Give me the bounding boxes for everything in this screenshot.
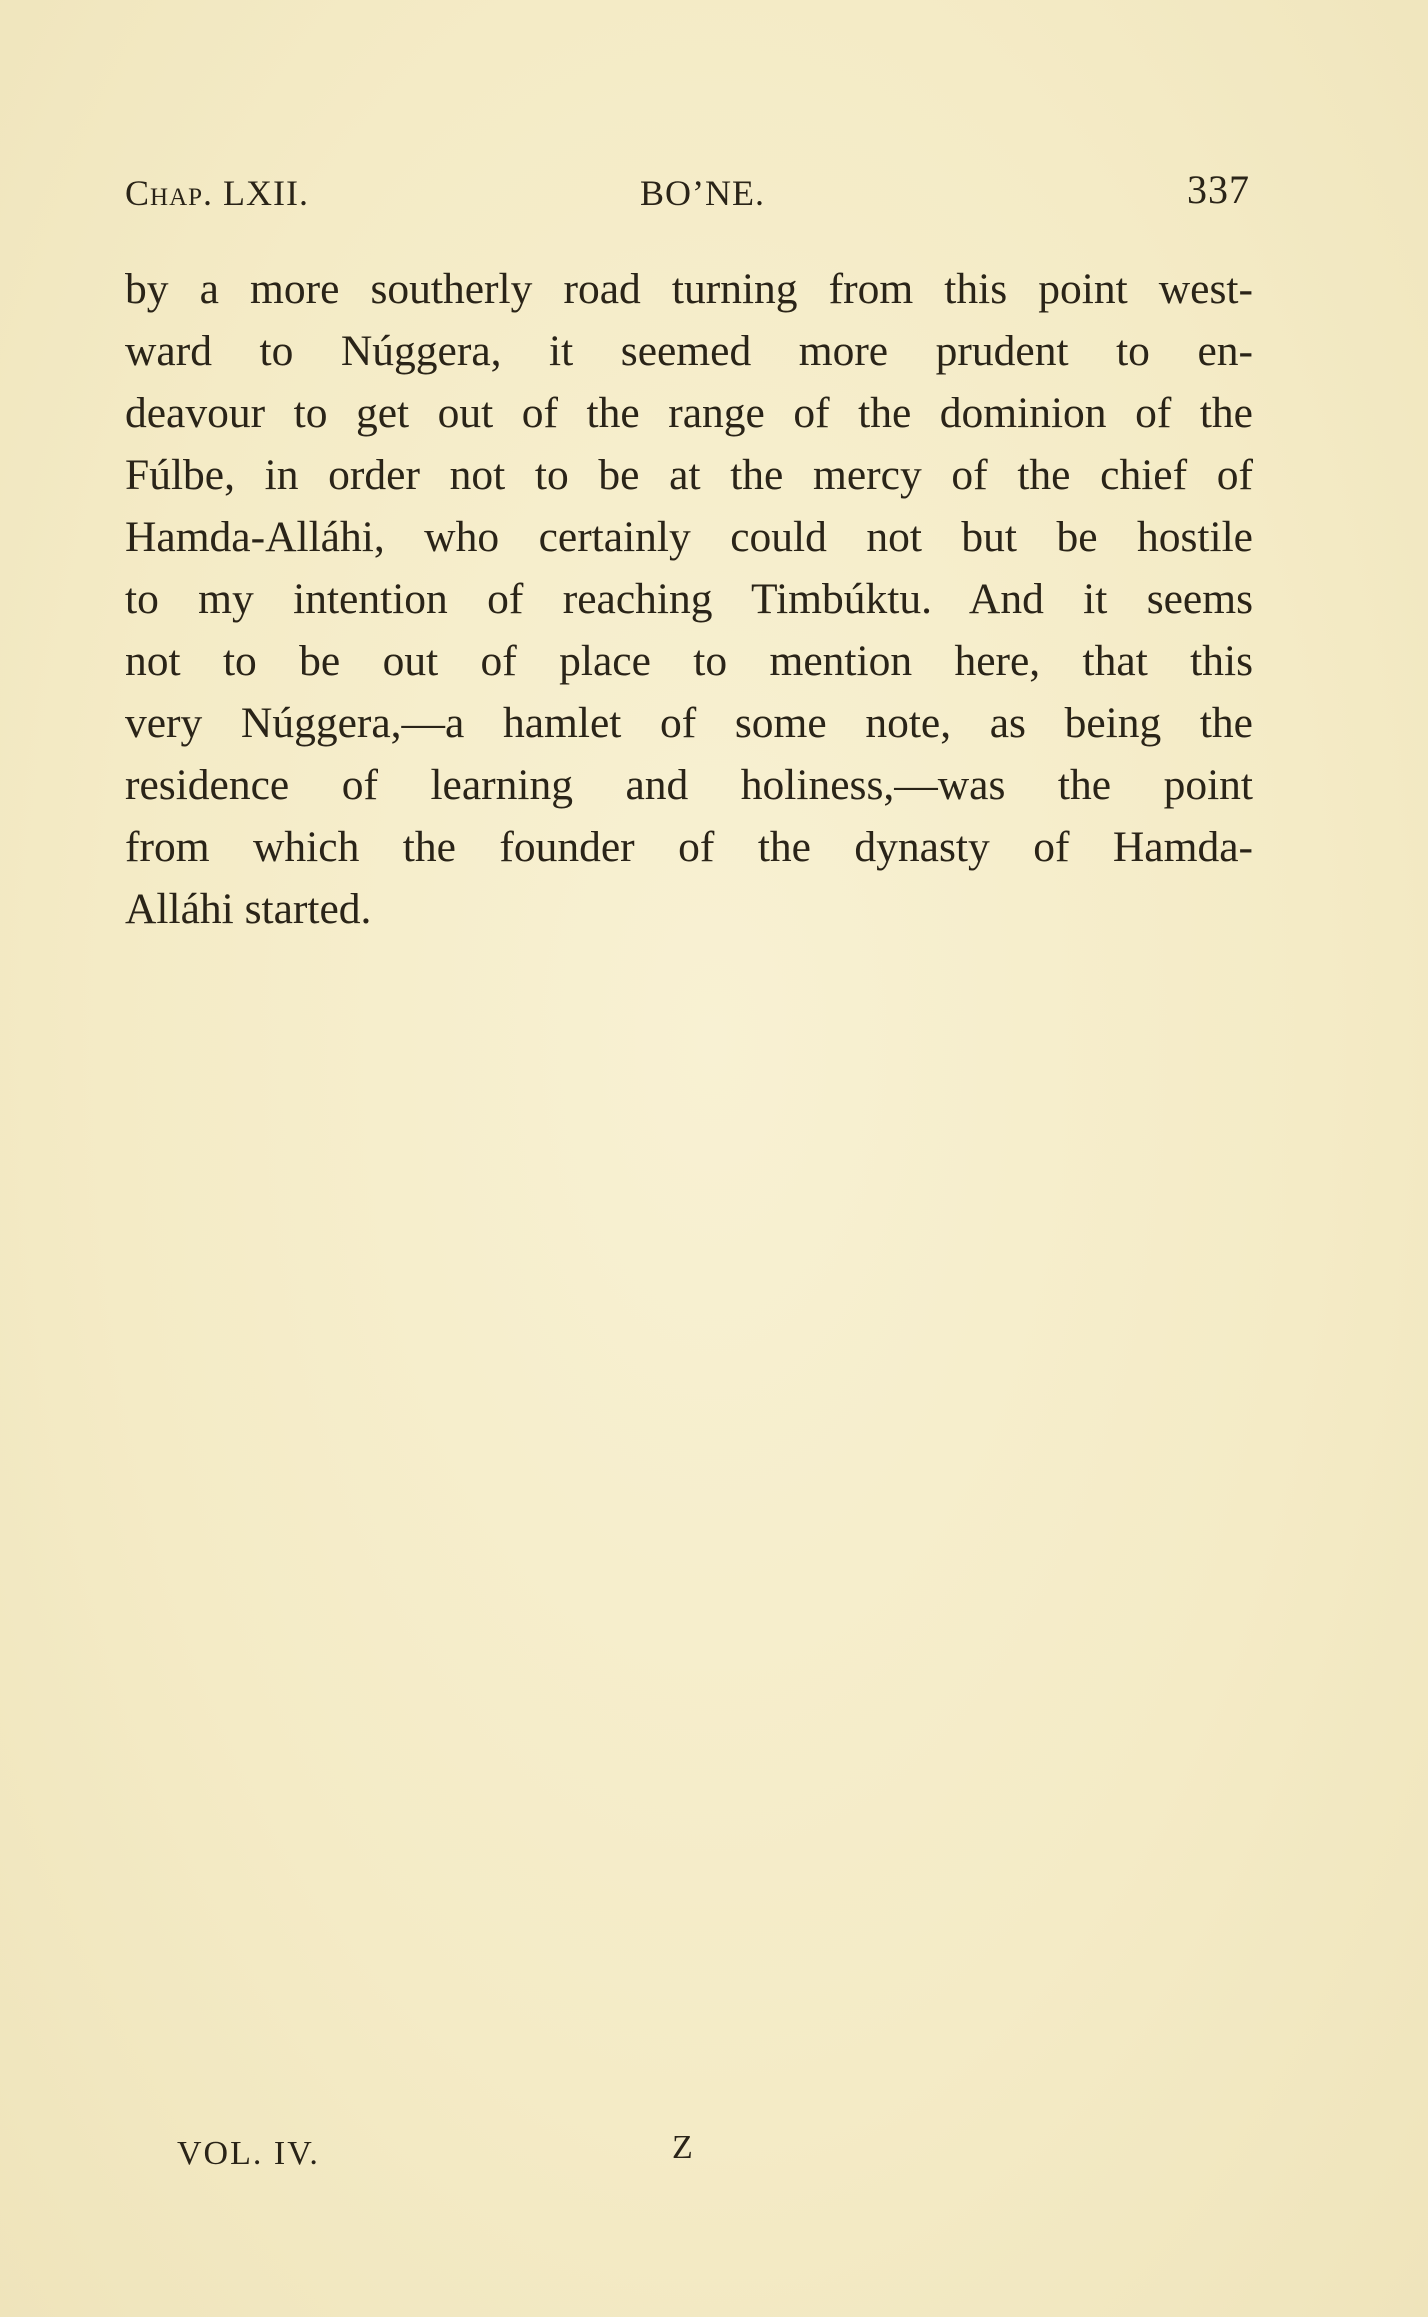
text-line: deavour to get out of the range of the dominion of the (125, 389, 1253, 437)
text-line: by a more southerly road turning from this point west- (125, 265, 1253, 313)
text-line-last: Alláhi started. (125, 885, 372, 933)
text-line: not to be out of place to mention here, that this (125, 637, 1253, 685)
text-line: very Núggera,—a hamlet of some note, as being the (125, 699, 1253, 747)
text-line: Fúlbe, in order not to be at the mercy of the chief of (125, 451, 1253, 499)
text-line: to my intention of reaching Timbúktu. And it seems (125, 575, 1253, 623)
chapter-label: Chap. LXII. (125, 173, 309, 213)
running-title: BO’NE. (640, 173, 765, 213)
text-line: from which the founder of the dynasty of Hamda- (125, 823, 1253, 871)
signature-mark: Z (672, 2129, 695, 2166)
text-line: Hamda-Alláhi, who certainly could not but be hostile (125, 513, 1253, 561)
text-line: residence of learning and holiness,—was the point (125, 761, 1253, 809)
page-footer (177, 2129, 877, 2185)
running-header (125, 166, 1250, 216)
body-text (125, 258, 1253, 940)
volume-label: VOL. IV. (177, 2135, 320, 2172)
text-line: ward to Núggera, it seemed more prudent to en- (125, 327, 1253, 375)
page-number: 337 (1187, 167, 1250, 212)
